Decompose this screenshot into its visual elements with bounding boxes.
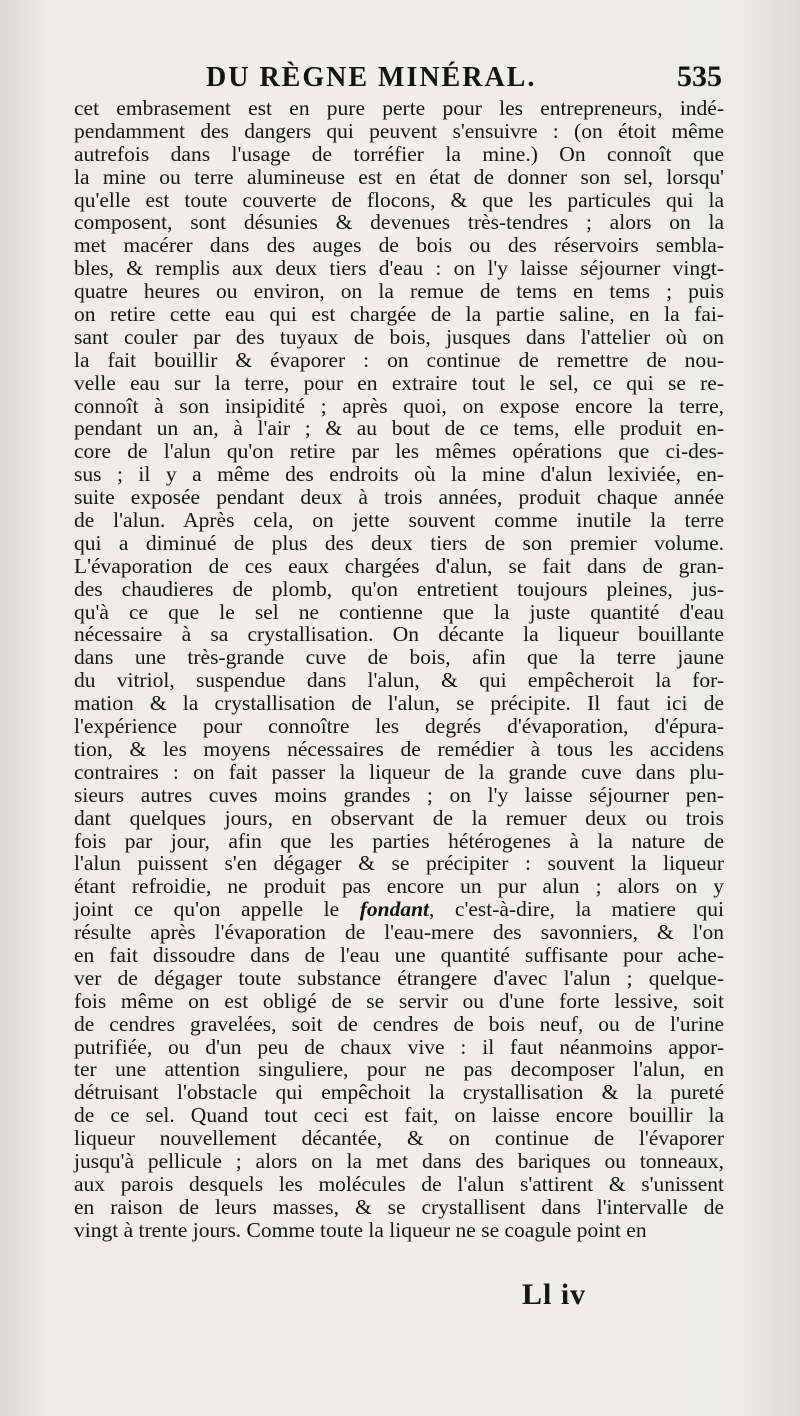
text-line: L'évaporation de ces eaux chargées d'alun, se fait dans de gran- <box>74 553 724 578</box>
text-line: cet embrasement est en pure perte pour les entrepreneurs, indé- <box>74 96 724 120</box>
text-line: ter une attention singuliere, pour ne pas decomposer l'alun, en <box>74 1057 724 1082</box>
text-line: sant couler par des tuyaux de bois, jusques dans l'attelier où on <box>74 324 724 349</box>
text-line: étant refroidie, ne produit pas encore un pur alun ; alors on y <box>74 874 724 899</box>
text-line: pendant un an, à l'air ; & au bout de ce tems, elle produit en- <box>74 416 724 441</box>
text-line: de cendres gravelées, soit de cendres de bois neuf, ou de l'urine <box>74 1011 724 1036</box>
text-line: jusqu'à pellicule ; alors on la met dans des bariques ou tonneaux, <box>74 1148 724 1173</box>
text-line: du vitriol, suspendue dans l'alun, & qui empêcheroit la for- <box>74 668 724 693</box>
text-line: qu'elle est toute couverte de flocons, & que les particules qui la <box>74 187 724 212</box>
text-line: contraires : on fait passer la liqueur de la grande cuve dans plu- <box>74 759 724 784</box>
text-line: on retire cette eau qui est chargée de la partie saline, en la fai- <box>74 302 724 327</box>
text-run: joint ce qu'on appelle le <box>74 897 360 922</box>
text-line: composent, sont désunies & devenues très-tendres ; alors on la <box>74 210 724 235</box>
text-line: putrifiée, ou d'un peu de chaux vive : il faut néanmoins appor- <box>74 1034 724 1059</box>
text-line: la fait bouillir & évaporer : on continue de remettre de nou- <box>74 347 724 372</box>
signature-mark: Ll iv <box>522 1278 587 1311</box>
text-line: de l'alun. Après cela, on jette souvent comme inutile la terre <box>74 508 724 533</box>
text-line: bles, & remplis aux deux tiers d'eau : on l'y laisse séjourner vingt- <box>74 256 724 281</box>
text-line: met macérer dans des auges de bois ou des réservoirs sembla- <box>74 233 724 258</box>
text-line: la mine ou terre alumineuse est en état de donner son sel, lorsqu' <box>74 164 724 189</box>
running-title: DU RÈGNE MINÉRAL. <box>206 62 537 93</box>
text-line: vingt à trente jours. Comme toute la liqueur ne se coagule point en <box>74 1217 647 1242</box>
text-line: sieurs autres cuves moins grandes ; on l'y laisse séjourner pen- <box>74 782 724 807</box>
text-line: nécessaire à sa crystallisation. On décante la liqueur bouillante <box>74 622 724 647</box>
page-header <box>74 62 722 96</box>
text-line: détruisant l'obstacle qui empêchoit la crystallisation & la pureté <box>74 1080 724 1105</box>
text-line: quatre heures ou environ, on la remue de tems en tems ; puis <box>74 279 724 304</box>
text-line: en fait dissoudre dans de l'eau une quantité suffisante pour ache- <box>74 942 724 967</box>
body-text <box>74 97 724 1242</box>
text-line: ver de dégager toute substance étrangere d'avec l'alun ; quelque- <box>74 965 724 990</box>
text-line: mation & la crystallisation de l'alun, se précipite. Il faut ici de <box>74 691 724 716</box>
text-line: fois par jour, afin que les parties hétérogenes à la nature de <box>74 828 724 853</box>
text-line: pendamment des dangers qui peuvent s'ensuivre : (on étoit même <box>74 118 724 143</box>
text-line: connoît à son insipidité ; après quoi, on expose encore la terre, <box>74 393 724 418</box>
text-line: suite exposée pendant deux à trois années, produit chaque année <box>74 485 724 510</box>
text-line: l'expérience pour connoître les degrés d'évaporation, d'épura- <box>74 714 724 739</box>
text-line <box>74 898 724 921</box>
text-line: résulte après l'évaporation de l'eau-mere des savonniers, & l'on <box>74 920 724 945</box>
text-line: core de l'alun qu'on retire par les mêmes opérations que ci-des- <box>74 439 724 464</box>
text-line: velle eau sur la terre, pour en extraire tout le sel, ce qui se re- <box>74 370 724 395</box>
text-line: l'alun puissent s'en dégager & se précipiter : souvent la liqueur <box>74 851 724 876</box>
page-number: 535 <box>677 60 722 93</box>
text-line: autrefois dans l'usage de torréfier la mine.) On connoît que <box>74 141 724 166</box>
text-line: des chaudieres de plomb, qu'on entretient toujours pleines, jus- <box>74 576 724 601</box>
text-line: sus ; il y a même des endroits où la mine d'alun lexiviée, en- <box>74 462 724 487</box>
text-line: qu'à ce que le sel ne contienne que la juste quantité d'eau <box>74 599 724 624</box>
text-line: fois même on est obligé de se servir ou d'une forte lessive, soit <box>74 988 724 1013</box>
text-line: dans une très-grande cuve de bois, afin que la terre jaune <box>74 645 724 670</box>
text-line: dant quelques jours, en observant de la remuer deux ou trois <box>74 805 724 830</box>
text-run: , c'est-à-dire, la matiere qui <box>429 897 724 922</box>
text-line: aux parois desquels les molécules de l'alun s'attirent & s'unissent <box>74 1171 724 1196</box>
italic-term: fondant <box>359 897 430 922</box>
text-line: en raison de leurs masses, & se crystallisent dans l'intervalle de <box>74 1194 724 1219</box>
text-line: liqueur nouvellement décantée, & on continue de l'évaporer <box>74 1126 724 1151</box>
text-line: de ce sel. Quand tout ceci est fait, on laisse encore bouillir la <box>74 1103 724 1128</box>
text-line: tion, & les moyens nécessaires de remédier à tous les accidens <box>74 736 724 761</box>
text-line: qui a diminué de plus des deux tiers de son premier volume. <box>74 530 724 555</box>
